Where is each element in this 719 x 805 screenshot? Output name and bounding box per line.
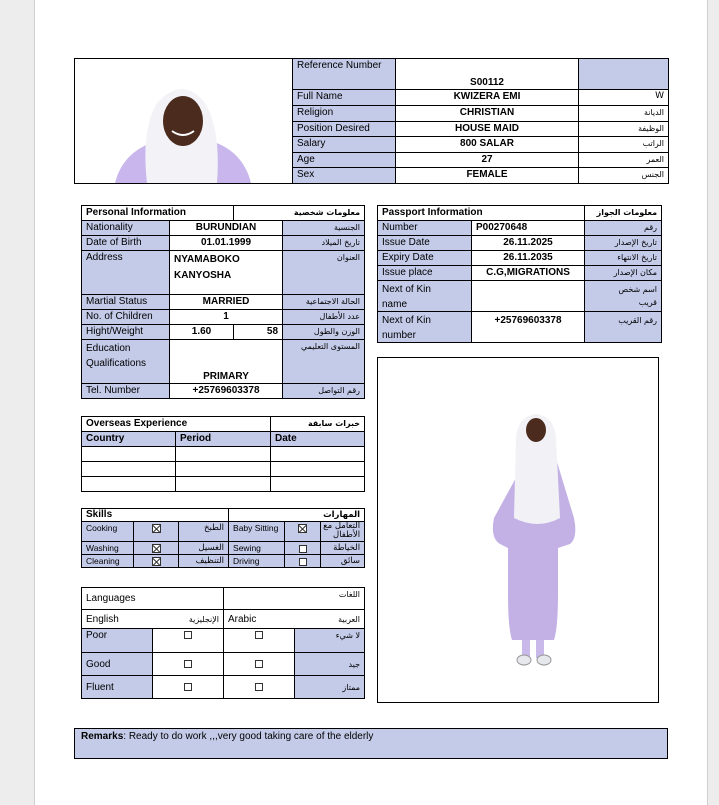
skills-title: Skills bbox=[82, 509, 229, 522]
religion-label: Religion bbox=[293, 105, 396, 121]
salary-ar: الراتب bbox=[579, 137, 669, 153]
children-value: 1 bbox=[170, 310, 283, 325]
reference-label: Reference Number bbox=[293, 59, 396, 90]
address-line-1: NYAMABOKO bbox=[174, 254, 240, 265]
table-row bbox=[82, 462, 365, 477]
reference-value: S00112 bbox=[396, 59, 579, 90]
level-poor-label: Poor bbox=[82, 629, 153, 653]
english-ar: الإنجليزية bbox=[188, 614, 219, 624]
position-label: Position Desired bbox=[293, 121, 396, 137]
languages-title-ar: اللغات bbox=[224, 588, 365, 610]
kin-name-label bbox=[378, 281, 472, 312]
arabic-poor-checkbox[interactable] bbox=[255, 631, 263, 639]
document-page bbox=[34, 0, 708, 805]
issue-place-value: C.G,MIGRATIONS bbox=[472, 266, 585, 281]
age-ar: العمر bbox=[579, 152, 669, 168]
position-value: HOUSE MAID bbox=[396, 121, 579, 137]
salary-value: 800 SALAR bbox=[396, 137, 579, 153]
personal-info-table bbox=[81, 205, 365, 399]
children-label: No. of Children bbox=[82, 310, 170, 325]
skill-washing-label: Washing bbox=[82, 542, 134, 555]
sex-value: FEMALE bbox=[396, 168, 579, 184]
skill-row bbox=[82, 542, 365, 555]
english-good-checkbox[interactable] bbox=[184, 660, 192, 668]
english-label: English bbox=[86, 613, 119, 625]
language-level-row bbox=[82, 629, 365, 653]
nationality-label: Nationality bbox=[82, 221, 170, 236]
issue-date-label: Issue Date bbox=[378, 236, 472, 251]
portrait-photo bbox=[75, 59, 293, 184]
age-value: 27 bbox=[396, 152, 579, 168]
level-fluent-ar: ممتاز bbox=[295, 676, 365, 699]
address-value bbox=[170, 251, 283, 295]
skill-cleaning-ar: التنظيف bbox=[179, 555, 229, 568]
washing-checkbox[interactable] bbox=[152, 544, 161, 553]
kin-name-label-1: Next of Kin bbox=[382, 284, 431, 295]
skills-table bbox=[81, 508, 365, 568]
skill-sewing-label: Sewing bbox=[229, 542, 285, 555]
arabic-fluent-checkbox[interactable] bbox=[255, 683, 263, 691]
education-label bbox=[82, 340, 170, 384]
personal-info-title: Personal Information bbox=[82, 206, 234, 221]
english-fluent-checkbox[interactable] bbox=[184, 683, 192, 691]
passport-number-ar: رقم bbox=[585, 221, 662, 236]
overseas-title-ar: خبرات سابقة bbox=[271, 417, 365, 432]
overseas-col-country: Country bbox=[82, 432, 176, 447]
level-poor-ar: لا شيء bbox=[295, 629, 365, 653]
reference-ar bbox=[579, 59, 669, 90]
issue-date-value: 26.11.2025 bbox=[472, 236, 585, 251]
full-name-label: Full Name bbox=[293, 90, 396, 106]
skill-babysitting-label: Baby Sitting bbox=[229, 522, 285, 542]
height-weight-ar: الوزن والطول bbox=[283, 325, 365, 340]
table-row bbox=[82, 477, 365, 492]
dob-ar: تاريخ الميلاد bbox=[283, 236, 365, 251]
marital-ar: الحالة الاجتماعية bbox=[283, 295, 365, 310]
skill-babysitting-ar-1: التعامل مع bbox=[323, 521, 361, 531]
education-ar: المستوى التعليمي bbox=[283, 340, 365, 384]
education-label-1: Education bbox=[86, 343, 131, 354]
nationality-ar: الجنسية bbox=[283, 221, 365, 236]
overseas-title: Overseas Experience bbox=[82, 417, 271, 432]
address-line-2: KANYOSHA bbox=[174, 270, 232, 281]
overseas-col-period: Period bbox=[176, 432, 271, 447]
skill-babysitting-ar-2: الأطفال bbox=[333, 530, 361, 540]
religion-value: CHRISTIAN bbox=[396, 105, 579, 121]
kin-number-value: +25769603378 bbox=[472, 312, 585, 343]
issue-place-ar: مكان الإصدار bbox=[585, 266, 662, 281]
kin-name-ar bbox=[585, 281, 662, 312]
remarks-box bbox=[74, 728, 668, 759]
level-good-ar: جيد bbox=[295, 653, 365, 676]
kin-number-label bbox=[378, 312, 472, 343]
language-level-row bbox=[82, 676, 365, 699]
remarks-text: : Ready to do work ,,,very good taking care of the elderly bbox=[123, 731, 374, 742]
kin-number-label-1: Next of Kin bbox=[382, 315, 431, 326]
issue-place-label: Issue place bbox=[378, 266, 472, 281]
personal-info-title-ar: معلومات شخصية bbox=[234, 206, 365, 221]
tel-ar: رقم التواصل bbox=[283, 384, 365, 399]
remarks-label: Remarks bbox=[81, 731, 124, 742]
dob-label: Date of Birth bbox=[82, 236, 170, 251]
skill-row bbox=[82, 555, 365, 568]
sex-ar: الجنس bbox=[579, 168, 669, 184]
full-body-photo bbox=[377, 357, 659, 703]
skill-row bbox=[82, 522, 365, 542]
arabic-header bbox=[224, 610, 365, 629]
skill-washing-ar: الغسيل bbox=[179, 542, 229, 555]
babysitting-checkbox[interactable] bbox=[298, 524, 307, 533]
children-ar: عدد الأطفال bbox=[283, 310, 365, 325]
tel-value: +25769603378 bbox=[170, 384, 283, 399]
skill-driving-ar: سائق bbox=[321, 555, 365, 568]
level-good-label: Good bbox=[82, 653, 153, 676]
kin-number-ar: رقم القريب bbox=[585, 312, 662, 343]
kin-name-ar-2: قريب bbox=[638, 298, 658, 307]
position-ar: الوظيفة bbox=[579, 121, 669, 137]
sewing-checkbox[interactable] bbox=[299, 545, 307, 553]
expiry-date-ar: تاريخ الانتهاء bbox=[585, 251, 662, 266]
weight-value: 58 bbox=[234, 325, 283, 340]
overseas-experience-table bbox=[81, 416, 365, 492]
education-value: PRIMARY bbox=[170, 340, 283, 384]
skill-cooking-ar: الطبخ bbox=[179, 522, 229, 542]
marital-value: MARRIED bbox=[170, 295, 283, 310]
skill-babysitting-ar bbox=[321, 522, 365, 542]
language-level-row bbox=[82, 653, 365, 676]
address-label: Address bbox=[82, 251, 170, 295]
address-ar: العنوان bbox=[283, 251, 365, 295]
salary-label: Salary bbox=[293, 137, 396, 153]
kin-name-label-2: name bbox=[382, 299, 408, 310]
passport-number-value: P00270648 bbox=[472, 221, 585, 236]
arabic-label: Arabic bbox=[228, 613, 257, 625]
passport-info-title-ar: معلومات الجواز bbox=[585, 206, 662, 221]
passport-info-title: Passport Information bbox=[378, 206, 585, 221]
issue-date-ar: تاريخ الإصدار bbox=[585, 236, 662, 251]
cleaning-checkbox[interactable] bbox=[152, 557, 161, 566]
level-fluent-label: Fluent bbox=[82, 676, 153, 699]
arabic-ar: العربية bbox=[338, 614, 361, 624]
skill-cleaning-label: Cleaning bbox=[82, 555, 134, 568]
arabic-good-checkbox[interactable] bbox=[255, 660, 263, 668]
nationality-value: BURUNDIAN bbox=[170, 221, 283, 236]
religion-ar: الديانة bbox=[579, 105, 669, 121]
kin-number-label-2: number bbox=[382, 330, 416, 341]
header-table bbox=[74, 58, 669, 184]
passport-number-label: Number bbox=[378, 221, 472, 236]
kin-name-value bbox=[472, 281, 585, 312]
skill-sewing-ar: الخياطة bbox=[321, 542, 365, 555]
driving-checkbox[interactable] bbox=[299, 558, 307, 566]
expiry-date-value: 26.11.2035 bbox=[472, 251, 585, 266]
kin-name-ar-1: اسم شخص bbox=[618, 285, 658, 294]
overseas-col-date: Date bbox=[271, 432, 365, 447]
marital-label: Martial Status bbox=[82, 295, 170, 310]
languages-table bbox=[81, 587, 365, 699]
age-label: Age bbox=[293, 152, 396, 168]
cooking-checkbox[interactable] bbox=[152, 524, 161, 533]
languages-title: Languages bbox=[82, 588, 224, 610]
english-header bbox=[82, 610, 224, 629]
dob-value: 01.01.1999 bbox=[170, 236, 283, 251]
skill-driving-label: Driving bbox=[229, 555, 285, 568]
skills-title-ar: المهارات bbox=[229, 509, 365, 522]
english-poor-checkbox[interactable] bbox=[184, 631, 192, 639]
height-value: 1.60 bbox=[170, 325, 234, 340]
expiry-date-label: Expiry Date bbox=[378, 251, 472, 266]
full-name-ar: W bbox=[579, 90, 669, 106]
passport-info-table bbox=[377, 205, 662, 343]
table-row bbox=[82, 447, 365, 462]
sex-label: Sex bbox=[293, 168, 396, 184]
full-name-value: KWIZERA EMI bbox=[396, 90, 579, 106]
skill-cooking-label: Cooking bbox=[82, 522, 134, 542]
tel-label: Tel. Number bbox=[82, 384, 170, 399]
height-weight-label: Hight/Weight bbox=[82, 325, 170, 340]
education-label-2: Qualifications bbox=[86, 358, 147, 369]
